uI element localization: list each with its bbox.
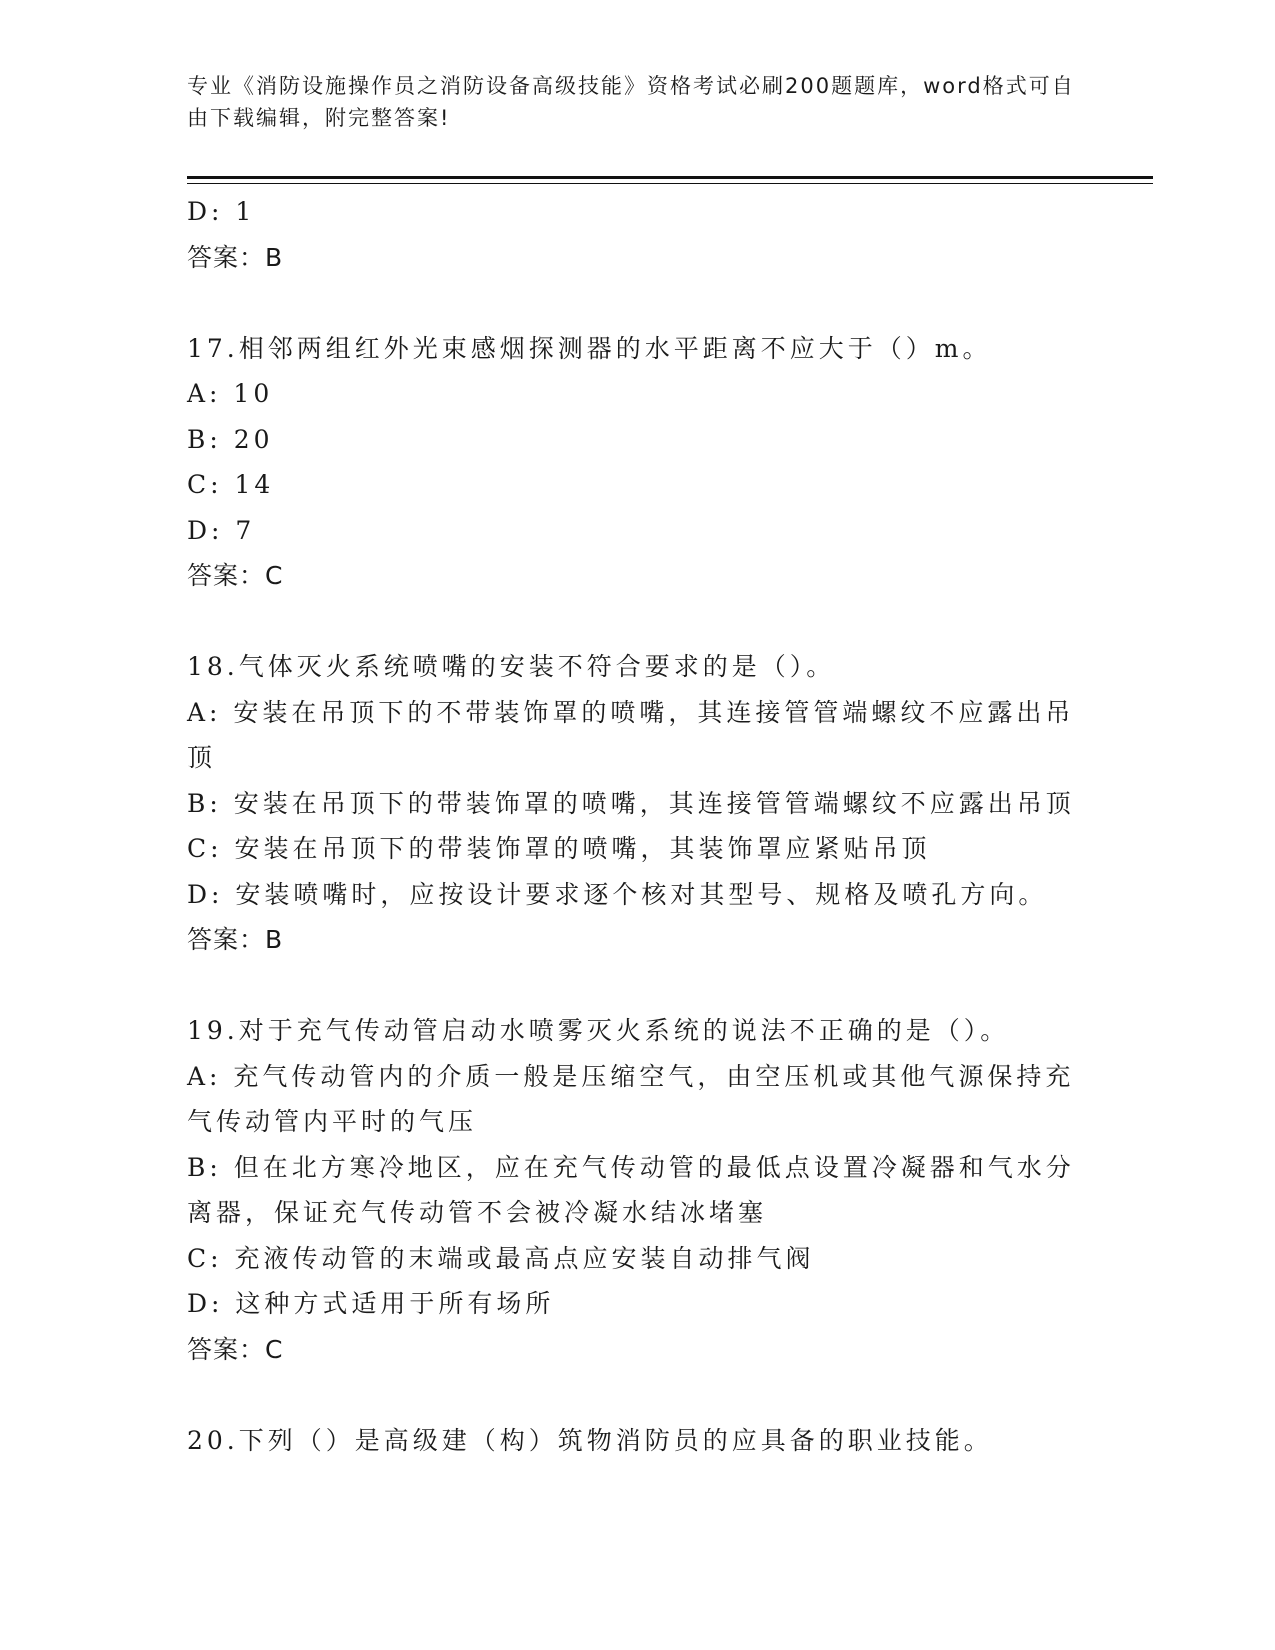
- question-17-option-c: C: 14: [187, 470, 275, 499]
- question-19-option-d: D: 这种方式适用于所有场所: [187, 1289, 555, 1318]
- question-19-answer: 答案：C: [187, 1334, 284, 1364]
- prev-answer: 答案：B: [187, 242, 284, 272]
- question-18-answer: 答案：B: [187, 925, 284, 954]
- question-18-stem: 18.气体灭火系统喷嘴的安装不符合要求的是（）。: [187, 652, 836, 681]
- question-17-option-b: B: 20: [187, 424, 274, 454]
- question-18-option-c: C: 安装在吊顶下的带装饰罩的喷嘴，其装饰罩应紧贴吊顶: [187, 834, 931, 863]
- question-17-answer: 答案：C: [187, 561, 284, 590]
- prev-option-d: D: 1: [187, 197, 256, 226]
- question-17-option-a: A: 10: [187, 379, 274, 408]
- question-19-option-c: C: 充液传动管的末端或最高点应安装自动排气阀: [187, 1243, 815, 1273]
- question-17-option-d: D: 7: [187, 515, 256, 545]
- question-19-stem: 19.对于充气传动管启动水喷雾灭火系统的说法不正确的是（）。: [187, 1016, 1010, 1045]
- header-rule-thick: [187, 176, 1153, 179]
- document-header: 专业《消防设施操作员之消防设备高级技能》资格考试必刷200题题库，word格式可自由下载编辑，附完整答案!: [187, 74, 1075, 130]
- question-19-option-b: B: 但在北方寒冷地区，应在充气传动管的最低点设置冷凝器和气水分离器，保证充气传动管不会被冷凝水结冰堵塞: [187, 1152, 1075, 1227]
- header-rule-thin: [187, 183, 1153, 184]
- question-18-option-d: D: 安装喷嘴时，应按设计要求逐个核对其型号、规格及喷孔方向。: [187, 879, 1048, 909]
- question-18-option-b: B: 安装在吊顶下的带装饰罩的喷嘴，其连接管管端螺纹不应露出吊顶: [187, 788, 1075, 818]
- question-list: [187, 189, 1077, 1463]
- question-17-stem: 17.相邻两组红外光束感烟探测器的水平距离不应大于（）m。: [187, 333, 992, 363]
- question-19-option-a: A: 充气传动管内的介质一般是压缩空气，由空压机或其他气源保持充气传动管内平时的气压: [187, 1061, 1075, 1136]
- question-20-stem: 20.下列（）是高级建（构）筑物消防员的应具备的职业技能。: [187, 1425, 993, 1455]
- question-18-option-a: A: 安装在吊顶下的不带装饰罩的喷嘴，其连接管管端螺纹不应露出吊顶: [187, 697, 1075, 772]
